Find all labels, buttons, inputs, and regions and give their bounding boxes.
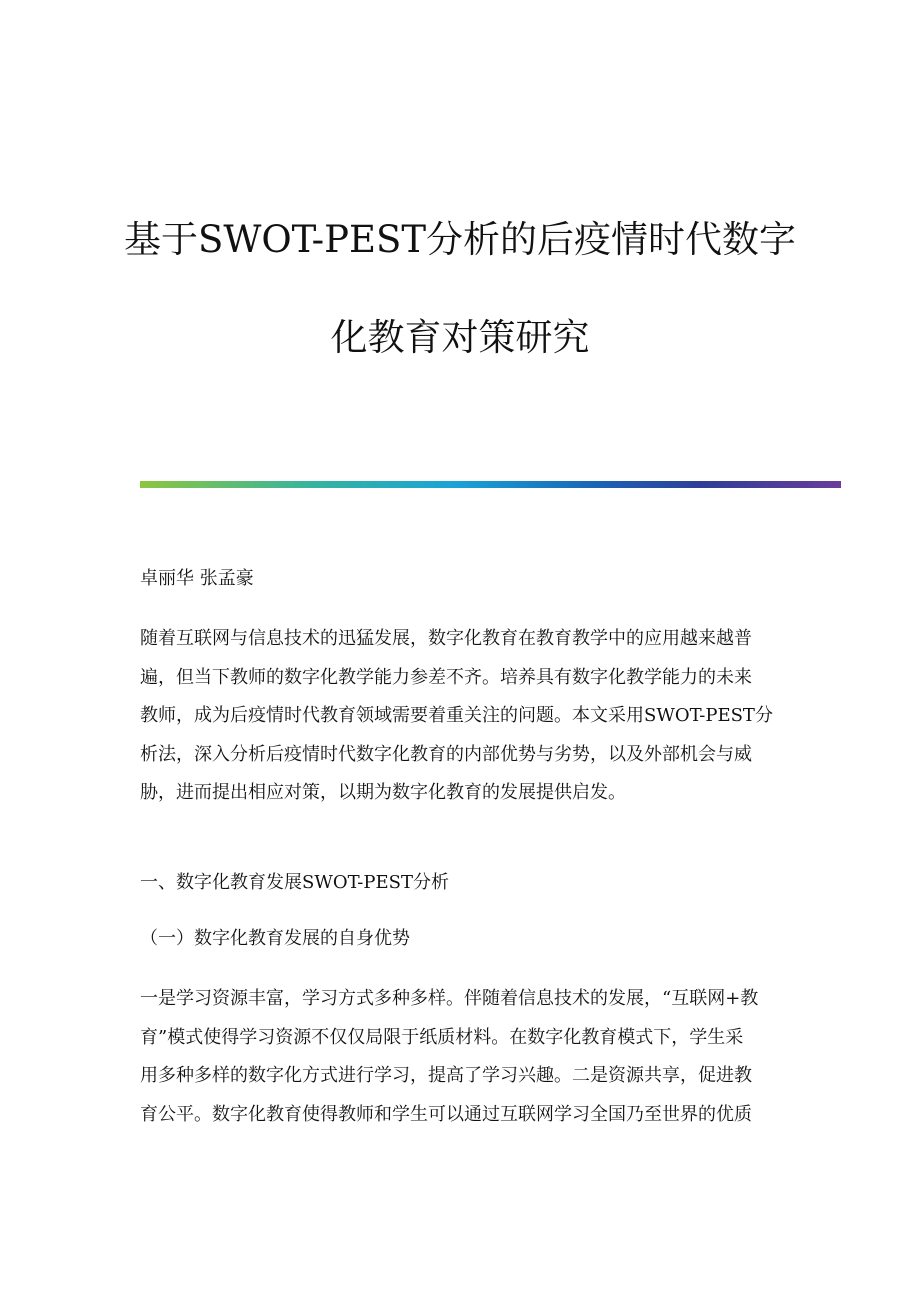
authors: 卓丽华 张孟豪 [140,568,254,589]
abstract-line: 教师，成为后疫情时代教育领域需要着重关注的问题。本文采用SWOT-PEST分 [140,705,773,726]
body-paragraph [140,980,780,1134]
abstract [140,620,780,813]
abstract-line: 随着互联网与信息技术的迅猛发展，数字化教育在教育教学中的应用越来越普 [140,628,752,649]
paragraph-line: 用多种多样的数字化方式进行学习，提高了学习兴趣。二是资源共享，促进教 [140,1065,752,1086]
paragraph-line: 育”模式使得学习资源不仅仅局限于纸质材料。在数字化教育模式下，学生采 [140,1026,744,1048]
abstract-line: 遍，但当下教师的数字化教学能力参差不齐。培养具有数字化教学能力的未来 [140,666,752,688]
paragraph-line: 育公平。数字化教育使得教师和学生可以通过互联网学习全国乃至世界的优质 [140,1103,752,1125]
subsection-heading: （一）数字化教育发展的自身优势 [140,928,410,949]
abstract-line: 析法，深入分析后疫情时代数字化教育的内部优势与劣势，以及外部机会与威 [140,743,752,765]
title-line-1: 基于SWOT-PEST分析的后疫情时代数字 [123,218,797,261]
title-line-2: 化教育对策研究 [330,316,590,359]
abstract-line: 胁，进而提出相应对策，以期为数字化教育的发展提供启发。 [140,782,626,803]
section-heading: 一、数字化教育发展SWOT-PEST分析 [140,872,449,893]
paragraph-line: 一是学习资源丰富，学习方式多种多样。伴随着信息技术的发展，“互联网+教 [140,988,759,1009]
gradient-divider [140,481,841,488]
